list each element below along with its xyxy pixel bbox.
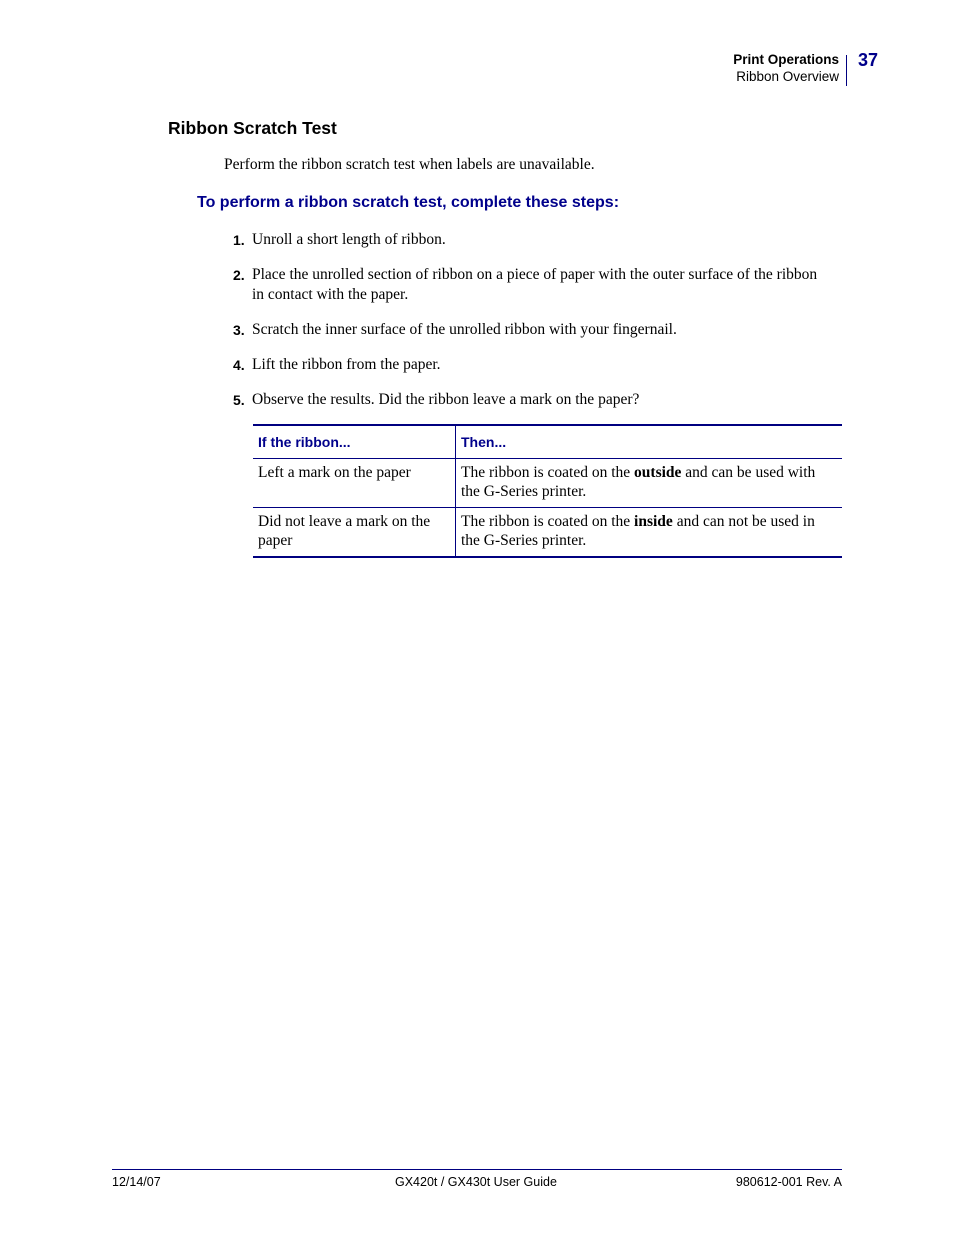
footer-date: 12/14/07 (112, 1175, 161, 1189)
emphasis: outside (634, 464, 682, 481)
step-text: Observe the results. Did the ribbon leave a mark on the paper? (252, 391, 640, 408)
list-item (224, 355, 824, 375)
list-item (224, 320, 824, 340)
step-text: Scratch the inner surface of the unrolled ribbon with your fingernail. (252, 321, 677, 338)
condition-cell: Left a mark on the paper (253, 459, 456, 508)
result-cell: The ribbon is coated on the inside and can not be used in the G-Series printer. (461, 513, 815, 549)
emphasis: inside (634, 513, 673, 530)
condition-cell: Did not leave a mark on the paper (253, 508, 456, 558)
page-number: 37 (858, 50, 879, 70)
footer-title: GX420t / GX430t User Guide (395, 1175, 557, 1189)
result-cell: The ribbon is coated on the outside and can be used with the G-Series printer. (456, 459, 843, 508)
step-number: 1. (233, 232, 245, 248)
footer-part-number: 980612-001 Rev. A (735, 1175, 842, 1189)
result-table (253, 424, 842, 558)
step-text: Unroll a short length of ribbon. (252, 231, 446, 248)
procedure-title: To perform a ribbon scratch test, complete these steps: (197, 194, 620, 211)
step-number: 2. (233, 267, 245, 283)
list-item (224, 230, 824, 250)
list-item (224, 390, 824, 410)
table-row (253, 508, 842, 558)
header-section: Ribbon Overview (736, 69, 839, 84)
intro-paragraph: Perform the ribbon scratch test when labels are unavailable. (224, 156, 595, 173)
list-item (224, 265, 824, 305)
header-chapter: Print Operations (733, 52, 839, 67)
step-number: 3. (233, 322, 245, 338)
step-text: Lift the ribbon from the paper. (252, 356, 441, 373)
section-title: Ribbon Scratch Test (168, 118, 337, 138)
column-header-condition: If the ribbon... (253, 425, 456, 459)
step-number: 4. (233, 357, 245, 373)
step-number: 5. (233, 392, 245, 408)
table-header-row (253, 425, 842, 459)
steps-list (224, 230, 824, 425)
footer-divider (112, 1169, 842, 1170)
column-header-result: Then... (456, 425, 843, 459)
table-row (253, 459, 842, 508)
step-text: Place the unrolled section of ribbon on a piece of paper with the outer surface of the ribbon in contact with the paper. (252, 266, 818, 303)
header-divider (846, 55, 847, 86)
